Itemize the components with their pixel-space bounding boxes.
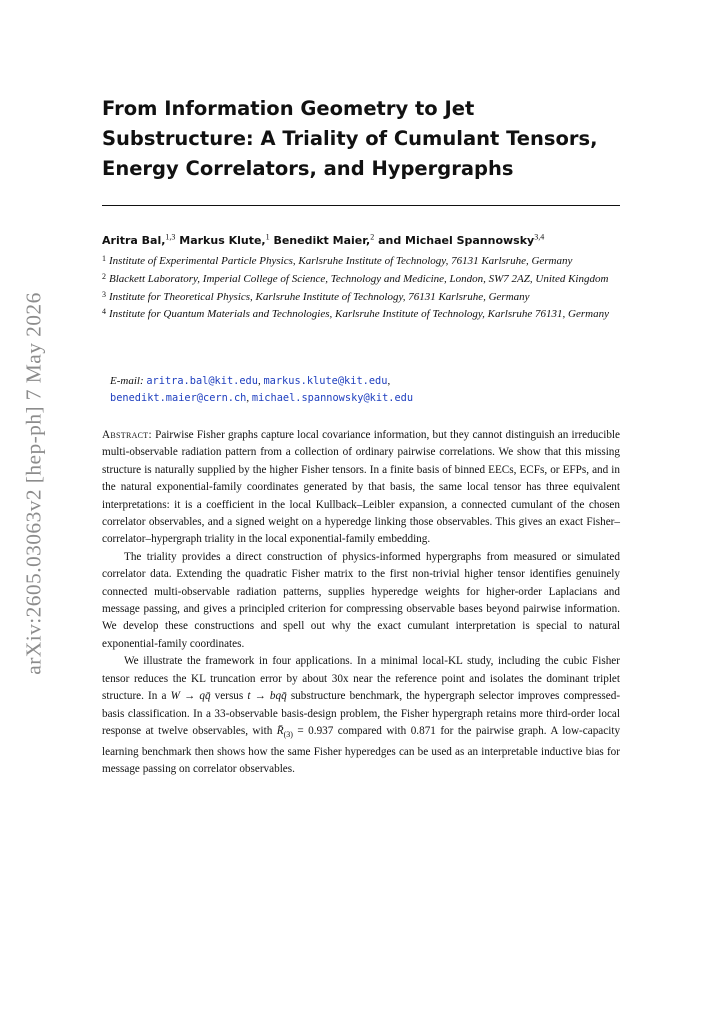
email-link-michael[interactable]: michael.spannowsky@kit.edu xyxy=(251,392,414,404)
email-link-markus[interactable]: markus.klute@kit.edu xyxy=(263,375,388,387)
affiliation-list xyxy=(102,254,622,325)
affiliation-2 xyxy=(102,272,622,287)
abstract-paragraph-2: The triality provides a direct construction of physics-informed hypergraphs from measured or simulated correlator data. Extending the quadratic Fisher matrix to the first non-trivial higher tensor identifies genuinely connected multi-observable radiation patterns, supplies hyperedge weights for higher-order Laplacians and message passing, and gives a principled criterion for compressing observable bases beyond pairwise information. We develop these constructions and spell out why the exact cumulant interpretation is special to natural exponential-family coordinates. xyxy=(102,550,620,650)
affiliation-3 xyxy=(102,290,622,305)
arxiv-stamp-text: arXiv:2605.03063v2 [hep-ph] 7 May 2026 xyxy=(21,291,46,675)
affiliation-number: 2 xyxy=(102,271,106,281)
affiliation-4 xyxy=(102,307,622,322)
affiliation-text: Institute for Quantum Materials and Technologies, Karlsruhe Institute of Technology, Karlsruhe 76131, Germany xyxy=(109,308,609,321)
title-divider xyxy=(102,205,620,206)
affiliation-text: Blackett Laboratory, Imperial College of Science, Technology and Medicine, London, SW7 2AZ, United Kingdom xyxy=(109,272,609,285)
abstract-paragraph-3: We illustrate the framework in four applications. In a minimal local-KL study, including the cubic Fisher tensor reduces the KL truncation error by about 30x near the reference point and isolates the dominant triplet structure. In a W → qq̄ versus t → bqq̄ substructure benchmark, the hypergraph selector improves compressed-basis classification. In a 33-observable basis-design problem, the Fisher hypergraph retains more third-order local response at twelve observables, with $R̄_{(3)} = 0.937$ compared with 0.871 for the pairwise graph. A low-capacity learning benchmark then shows how the same Fisher hyperedges can be used as an interpretable inductive bias for message passing on correlator observables. xyxy=(102,655,621,775)
paper-title: From Information Geometry to Jet Substructure: A Triality of Cumulant Tensors, Energy Correlators, and Hypergraphs xyxy=(102,97,598,180)
abstract-label: Abstract: xyxy=(102,429,152,441)
author-list xyxy=(102,232,622,247)
author-benedikt-maier: Benedikt Maier,$^2$ xyxy=(273,232,375,247)
abstract xyxy=(102,427,620,778)
affiliation-1 xyxy=(102,254,622,269)
r3-symbol: R̄ xyxy=(276,724,284,737)
email-link-benedikt[interactable]: benedikt.maier@cern.ch xyxy=(110,392,247,404)
email-block: E-mail: aritra.bal@kit.edu, markus.klute@kit.edu, benedikt.maier@cern.ch, michael.spannowsky@kit.edu xyxy=(110,375,414,404)
affiliation-text: Institute of Experimental Particle Physics, Karlsruhe Institute of Technology, 76131 Karlsruhe, Germany xyxy=(109,255,573,267)
author-michael-spannowsky: and Michael Spannowsky$^{3,4}$ xyxy=(378,232,545,247)
author-aritra-bal: Aritra Bal,$^{1,3}$ xyxy=(102,232,176,247)
affiliation-text: Institute for Theoretical Physics, Karlsruhe Institute of Technology, 76131 Karlsruhe, Germany xyxy=(109,290,530,303)
affiliation-number: 3 xyxy=(102,289,106,299)
email-label: E-mail: xyxy=(110,375,144,387)
arxiv-identifier-stamp xyxy=(14,291,54,675)
email-link-aritra[interactable]: aritra.bal@kit.edu xyxy=(146,375,258,387)
affiliation-number: 1 xyxy=(102,254,106,263)
affiliation-number: 4 xyxy=(102,307,106,317)
author-markus-klute: Markus Klute,$^1$ xyxy=(179,232,270,247)
abstract-paragraph-1: Abstract: Pairwise Fisher graphs capture local covariance information, but they cannot distinguish an irreducible multi-observable radiation pattern from a collection of ordinary pairwise correlations. We show that this missing structure is naturally supplied by the higher Fisher tensors. In a finite basis of binned EECs, ECFs, or EFPs, and in the natural exponential-family coordinates generated by that basis, the same local tensor has three equivalent interpretations: it is a coefficient in the local Kullback–Leibler expansion, a connected cumulant of the chosen correlator observables, and a signed weight on a hyperedge linking those observables. This gives an exact Fisher–correlator–hypergraph triality in the local exponential-family embedding. xyxy=(102,429,621,546)
